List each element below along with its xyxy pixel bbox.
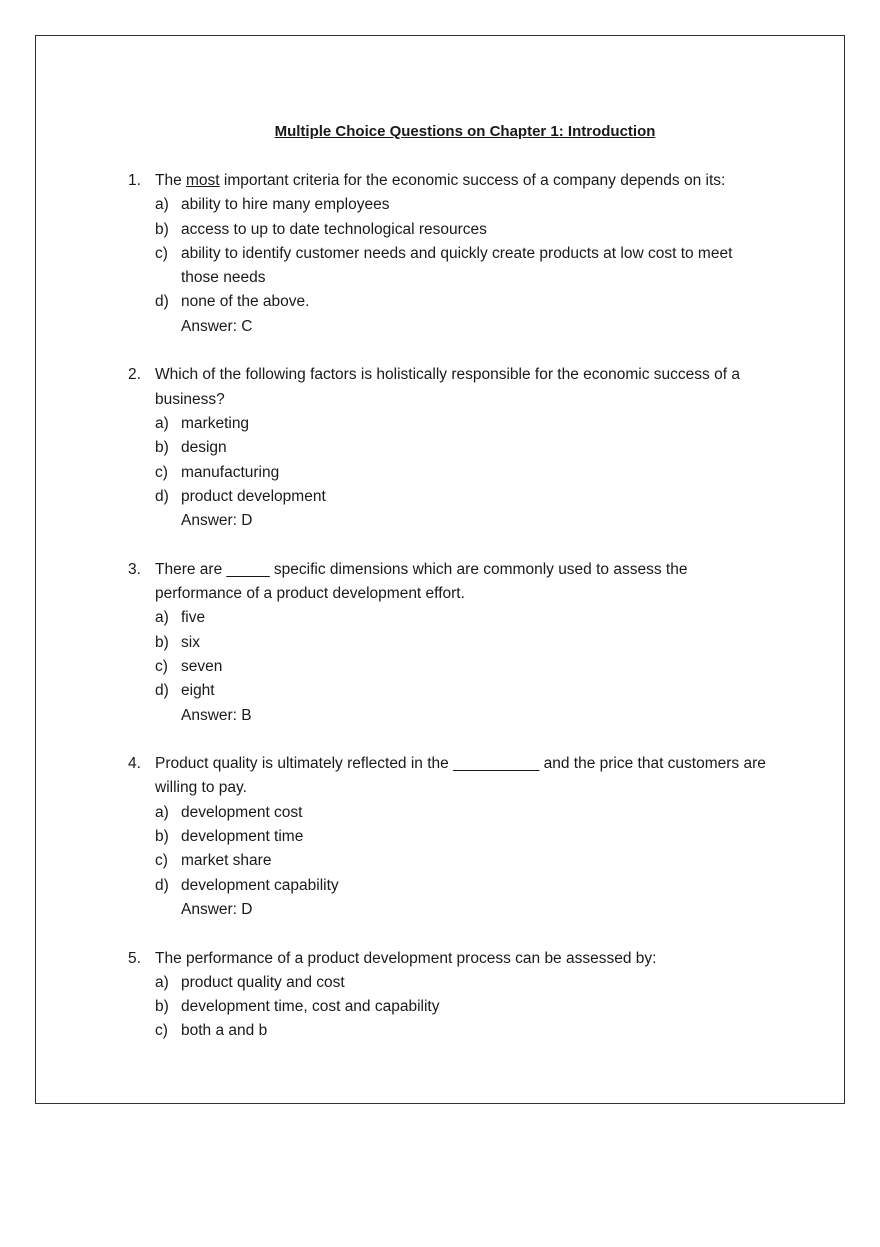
option-text: marketing — [181, 414, 250, 432]
answer-text: Answer: D — [181, 512, 253, 530]
option-item — [128, 606, 768, 630]
option-item — [128, 461, 768, 485]
option-item — [128, 1019, 768, 1043]
option-item — [128, 874, 768, 898]
option-letter: b) — [155, 439, 169, 457]
option-item — [128, 971, 768, 995]
option-text: ability to identify customer needs and quickly create products at low cost to meet those needs — [181, 244, 733, 287]
option-item — [128, 412, 768, 436]
question-1 — [128, 169, 768, 339]
question-number: 2. — [128, 366, 141, 384]
question-text: There are _____ specific dimensions which are commonly used to assess the performance of a product development effort. — [155, 560, 688, 603]
option-item — [128, 290, 768, 314]
question-number: 1. — [128, 172, 141, 189]
option-text: six — [181, 633, 200, 651]
option-item — [128, 218, 768, 242]
emphasized-word: most — [186, 172, 220, 189]
option-text: eight — [181, 682, 215, 700]
option-item — [128, 801, 768, 825]
option-item — [128, 849, 768, 873]
option-letter: a) — [155, 414, 169, 432]
option-letter: b) — [155, 633, 169, 651]
option-letter: d) — [155, 293, 169, 311]
option-text: product development — [181, 487, 326, 505]
question-2 — [128, 363, 768, 533]
option-item — [128, 436, 768, 460]
question-5 — [128, 947, 768, 1044]
document-title: Multiple Choice Questions on Chapter 1: Introduction — [274, 123, 656, 140]
option-letter: b) — [155, 998, 169, 1016]
question-text: The performance of a product development process can be assessed by: — [155, 949, 657, 967]
question-list — [128, 169, 768, 1068]
option-text: ability to hire many employees — [181, 196, 390, 214]
option-text: market share — [181, 852, 272, 870]
option-text: development time — [181, 828, 304, 846]
answer-text: Answer: B — [181, 706, 252, 724]
question-text: Product quality is ultimately reflected in the __________ and the price that customers are willing to pay. — [155, 755, 766, 797]
option-item — [128, 995, 768, 1019]
question-text: Which of the following factors is holistically responsible for the economic success of a business? — [155, 366, 740, 408]
option-letter: c) — [155, 657, 168, 675]
answer-text: Answer: C — [181, 317, 253, 335]
option-letter: b) — [155, 828, 169, 846]
option-letter: a) — [155, 803, 169, 821]
question-text: The most important criteria for the economic success of a company depends on its: — [155, 172, 726, 189]
option-letter: d) — [155, 487, 169, 505]
option-text: five — [181, 609, 206, 627]
option-text: none of the above. — [181, 293, 310, 311]
option-text: seven — [181, 657, 223, 675]
question-4 — [128, 752, 768, 922]
option-letter: b) — [155, 220, 169, 238]
question-number: 3. — [128, 560, 141, 578]
option-item — [128, 242, 768, 291]
option-text: access to up to date technological resources — [181, 220, 487, 238]
answer-text: Answer: D — [181, 900, 253, 918]
option-letter: c) — [155, 852, 168, 870]
option-letter: c) — [155, 463, 168, 481]
option-text: product quality and cost — [181, 973, 345, 991]
option-item — [128, 631, 768, 655]
option-item — [128, 679, 768, 703]
option-letter: a) — [155, 973, 169, 991]
option-text: development capability — [181, 876, 339, 894]
option-item — [128, 485, 768, 509]
question-number: 5. — [128, 949, 141, 967]
option-letter: c) — [155, 1022, 168, 1040]
option-letter: d) — [155, 876, 169, 894]
option-text: both a and b — [181, 1022, 268, 1040]
option-letter: a) — [155, 196, 169, 214]
option-item — [128, 825, 768, 849]
option-letter: a) — [155, 609, 169, 627]
option-text: development time, cost and capability — [181, 998, 440, 1016]
option-text: design — [181, 439, 227, 457]
option-item — [128, 655, 768, 679]
option-item — [128, 193, 768, 217]
option-text: manufacturing — [181, 463, 280, 481]
option-letter: d) — [155, 682, 169, 700]
option-text: development cost — [181, 803, 303, 821]
option-letter: c) — [155, 244, 168, 262]
question-number: 4. — [128, 755, 141, 773]
question-3 — [128, 558, 768, 728]
